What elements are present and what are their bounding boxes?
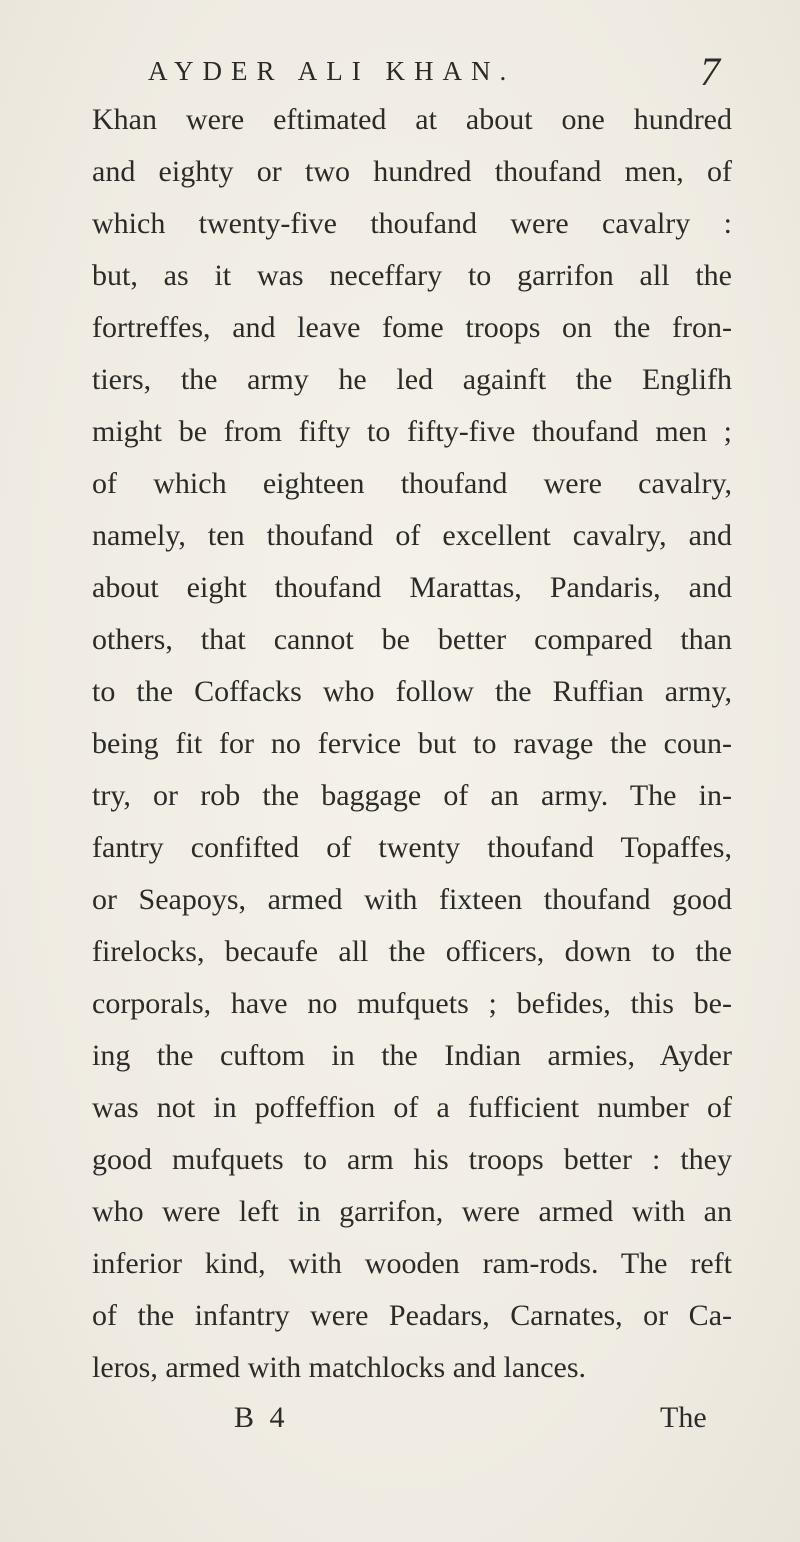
text-line: and eighty or two hundred thoufand men, of	[92, 155, 732, 188]
text-line: Khan were eftimated at about one hundred	[92, 103, 732, 136]
running-head	[90, 48, 720, 92]
text-line: fantry confifted of twenty thoufand Topaffes,	[92, 831, 732, 864]
text-line: inferior kind, with wooden ram-rods. The reft	[92, 1247, 732, 1280]
text-line: leros, armed with matchlocks and lances.	[92, 1351, 587, 1384]
text-line: fortreffes, and leave fome troops on the fron-	[92, 311, 732, 344]
text-line: others, that cannot be better compared than	[92, 623, 732, 656]
running-title: AYDER ALI KHAN.	[148, 56, 516, 86]
page-footer	[0, 1398, 800, 1438]
page-number: 7	[700, 49, 720, 94]
text-line: of which eighteen thoufand were cavalry,	[92, 467, 732, 500]
text-line: try, or rob the baggage of an army. The in-	[92, 779, 732, 812]
catchword: The	[660, 1401, 707, 1434]
text-line: who were left in garrifon, were armed with an	[92, 1195, 732, 1228]
text-line: ing the cuftom in the Indian armies, Ayder	[92, 1039, 732, 1072]
text-line: about eight thoufand Marattas, Pandaris, and	[92, 571, 732, 604]
text-line: tiers, the army he led againft the Englifh	[92, 363, 732, 396]
text-line: was not in poffeffion of a fufficient number of	[92, 1091, 732, 1124]
text-line: namely, ten thoufand of excellent cavalry, and	[92, 519, 732, 552]
text-line: or Seapoys, armed with fixteen thoufand good	[92, 883, 732, 916]
text-line: might be from fifty to fifty-five thoufand men ;	[92, 415, 732, 448]
signature-mark: B 4	[234, 1401, 289, 1434]
text-line: being fit for no fervice but to ravage the coun-	[92, 727, 732, 760]
text-line: good mufquets to arm his troops better : they	[92, 1143, 732, 1176]
text-line: corporals, have no mufquets ; befides, this be-	[92, 987, 732, 1020]
text-line: firelocks, becaufe all the officers, down to the	[92, 935, 732, 968]
text-line: of the infantry were Peadars, Carnates, or Ca-	[92, 1299, 732, 1332]
text-line: to the Coffacks who follow the Ruffian army,	[92, 675, 732, 708]
text-line: but, as it was neceffary to garrifon all the	[92, 259, 732, 292]
text-line: which twenty-five thoufand were cavalry :	[92, 207, 732, 240]
